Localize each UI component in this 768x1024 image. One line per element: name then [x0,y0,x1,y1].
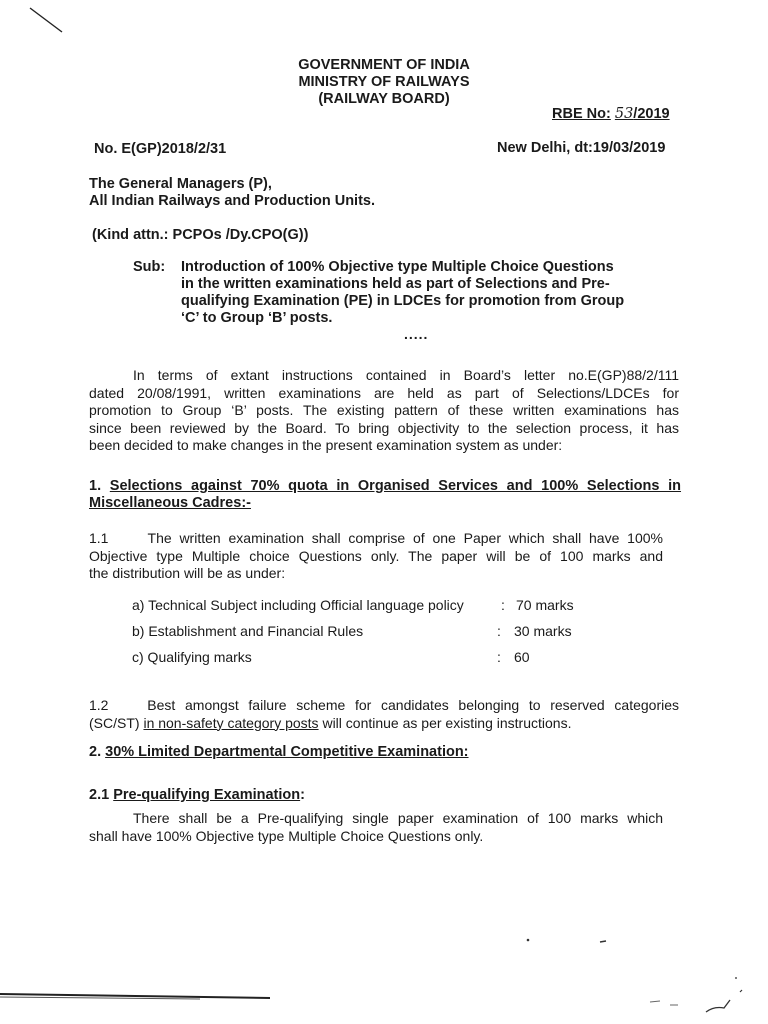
marks-row-label: c) Qualifying marks [132,649,252,665]
subject-line-2: in the written examinations held as part of Selections and Pre- [181,276,610,292]
marks-row-value: 60 [514,649,530,665]
pen-mark [28,6,68,36]
section-2-title: 30% Limited Departmental Competitive Examination: [105,744,469,760]
subject-line-3: qualifying Examination (PE) in LDCEs for promotion from Group [181,293,625,309]
kind-attention: (Kind attn.: PCPOs /Dy.CPO(G)) [92,227,309,243]
para-1-1-line-1: The written examination shall comprise of one Paper which shall have 100% [147,530,663,546]
para-2-1-line-2: shall have 100% Objective type Multiple Choice Questions only. [89,827,484,844]
para-1-2 [89,697,679,732]
rbe-year: /2019 [633,106,670,122]
intro-line-3: promotion to Group ‘B’ posts. The existing pattern of these written examinations has [89,402,679,418]
addressee-line-1: The General Managers (P), [89,176,272,192]
section-2-1-number: 2.1 [89,787,110,803]
intro-line-2: dated 20/08/1991, written examinations are held as part of Selections/LDCEs for [89,384,679,401]
reference-number: No. E(GP)2018/2/31 [94,141,227,157]
section-1-title-line-1: Selections against 70% quota in Organised Services and 100% Selections in [109,478,682,494]
marks-row-value: 70 marks [516,597,574,613]
letterhead [234,57,534,108]
marks-row-separator: : [497,623,501,639]
rbe-number [552,106,670,123]
letter-date: New Delhi, dt:19/03/2019 [497,140,666,156]
marks-row-label: b) Establishment and Financial Rules [132,623,364,639]
para-1-1-number: 1.1 [89,530,109,546]
marks-distribution-table [132,597,592,675]
subject-label: Sub: [133,259,166,275]
addressee-line-2: All Indian Railways and Production Units. [89,193,376,209]
section-2-1-colon: : [300,787,305,803]
marks-row [132,597,592,623]
marks-row-value: 30 marks [514,623,572,639]
para-1-1-line-3: the distribution will be as under: [89,565,286,581]
subject-line-1: Introduction of 100% Objective type Multiple Choice Questions [181,259,614,275]
section-2-1-title: Pre-qualifying Examination [113,787,301,803]
para-2-1-line-1: There shall be a Pre-qualifying single paper examination of 100 marks which [133,810,663,826]
section-2-number: 2. [89,744,102,760]
para-1-2-line-2-end: will continue as per existing instructions. [318,714,572,731]
section-1-heading [89,478,681,512]
section-2-1-heading [89,787,305,804]
section-2-heading [89,744,469,761]
section-1-title-line-2: Miscellaneous Cadres:- [89,495,251,511]
para-1-2-line-2-start: (SC/ST) [89,714,144,731]
marks-row [132,623,592,649]
rbe-label: RBE No: [552,106,611,122]
marks-row-label: a) Technical Subject including Official language policy [132,597,464,613]
intro-paragraph [89,367,679,455]
addressee [89,176,375,210]
marks-row-separator: : [497,649,501,665]
subject-text [181,259,661,327]
intro-line-5: been decided to make changes in the present examination system as under: [89,437,563,453]
header-govt: GOVERNMENT OF INDIA [298,57,470,73]
para-1-1 [89,530,663,583]
intro-line-1: In terms of extant instructions contained in Board’s letter no.E(GP)88/2/111 [133,367,679,383]
para-2-1 [89,810,663,845]
section-1-number: 1. [89,478,102,494]
scan-artifacts [0,930,768,1024]
intro-line-4: since been reviewed by the Board. To bring objectivity to the selection process, it has [89,419,679,436]
header-board: (RAILWAY BOARD) [318,91,450,107]
subject-line-4: ‘C’ to Group ‘B’ posts. [181,310,333,326]
separator-dots: ..... [404,326,429,342]
header-ministry: MINISTRY OF RAILWAYS [298,74,470,90]
non-safety-category-text: in non-safety category posts [143,714,319,731]
rbe-handwritten-number: 53 [614,106,634,122]
para-1-2-number: 1.2 [89,697,109,713]
para-1-2-line-1: Best amongst failure scheme for candidates belonging to reserved categories [147,697,680,713]
marks-row-separator: : [501,597,505,613]
marks-row [132,649,592,675]
para-1-1-line-2: Objective type Multiple choice Questions only. The paper will be of 100 marks and [89,547,663,564]
